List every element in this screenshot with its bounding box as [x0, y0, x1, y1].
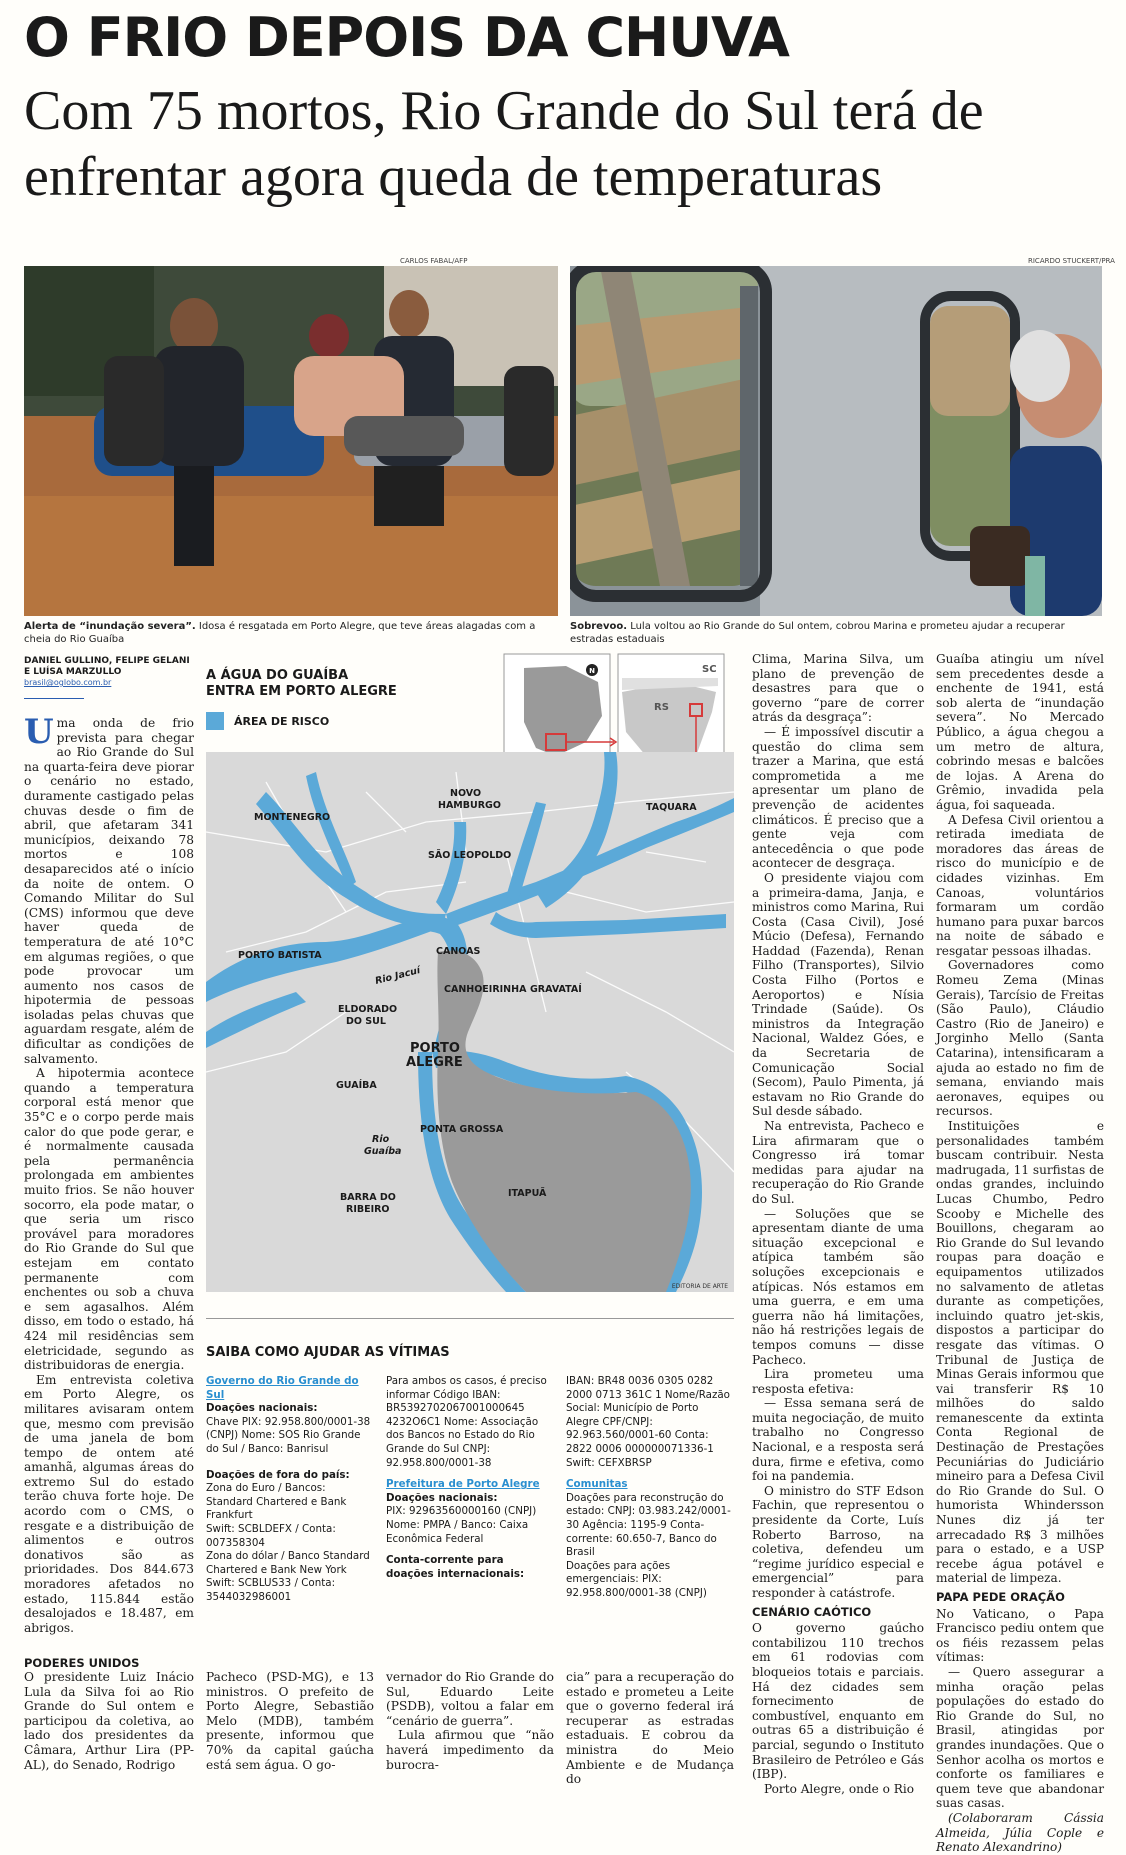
- bottom-col-4: [566, 1670, 734, 1787]
- col6-credit: (Colaboraram Cássia Almeida, Júlia Cople e Renato Alexandrino): [936, 1810, 1104, 1855]
- bottom-col1-text: O presidente Luiz Inácio Lula da Silva foi ao Rio Grande do Sul ontem e participou da coletiva, ao lado dos presidentes da Câmara, Arthur Lira (PP-AL), do Senado, Rodrigo: [24, 1670, 194, 1772]
- help-box-divider: [206, 1318, 734, 1319]
- col5-p10: Porto Alegre, onde o Rio: [764, 1781, 915, 1796]
- col5-p2: — É impossível discutir a questão do clima sem trazer a Marina, que está comprometida a me apresentar um plano de prevenção de acidentes climáticos. É preciso que a gente veja com antecedência o que pode acontecer de desgraça.: [752, 724, 924, 871]
- bottom-col4-text: cia” para a recuperação do estado e prometeu a Leite que o governo federal irá recuperar as estradas estaduais. E cobrou da ministra do Meio Ambiente e de Mudança do: [566, 1670, 734, 1787]
- label-ponta-grossa: PONTA GROSSA: [420, 1124, 504, 1135]
- byline-authors-1: DANIEL GULLINO, FELIPE GELANI: [24, 656, 190, 666]
- help-col-1: [206, 1375, 374, 1605]
- photo-left-caption-text: Idosa é resgatada em Porto Alegre, que teve áreas alagadas com a cheia do Rio Guaíba: [24, 621, 536, 645]
- bottom-col-1: [24, 1670, 194, 1772]
- article-col-6: [936, 652, 1104, 1855]
- help-c1-f: Zona do dólar / Banco Standard Chartered e Bank New York: [206, 1550, 370, 1576]
- article-col-1: [24, 712, 194, 1635]
- col5-p8: O ministro do STF Edson Fachin, que representou o presidente da Corte, Luís Roberto Barroso, na coletiva, defendeu um “regime jurídico especial e emergencial” para responder à catástrofe.: [752, 1483, 924, 1600]
- label-barra-do-ribeiro: BARRA DO RIBEIRO: [340, 1192, 396, 1215]
- label-taquara: TAQUARA: [646, 802, 697, 813]
- map-credit: EDITORIA DE ARTE: [671, 1283, 728, 1290]
- bottom-col-2: [206, 1670, 374, 1772]
- col5-p7: — Essa semana será de muita negociação, de muito trabalho no Congresso Nacional, e a resposta será dura, firme e efetiva, como foi na pandemia.: [752, 1396, 924, 1484]
- inset-brazil: [504, 654, 610, 760]
- help-col-2: [386, 1375, 554, 1581]
- photo-left-caption: [24, 620, 564, 646]
- inset-rs-label: RS: [654, 702, 669, 713]
- help-c1-e: Swift: SCBLDEFX / Conta: 007358304: [206, 1522, 336, 1549]
- col6-p1: Guaíba atingiu um nível sem precedentes desde a enchente de 1941, está sob alerta de “inundação severa”. No Mercado Público, a água chegou a um metro de altura, cobrindo mesas e balcões de lojas. A Arena do Grêmio, invadida pela água, foi saqueada.: [936, 652, 1104, 812]
- help-c2-d: Conta-corrente para doações internacionais:: [386, 1554, 525, 1580]
- bottom-col-3: [386, 1670, 554, 1772]
- byline-authors-2: E LUÍSA MARZULLO: [24, 667, 122, 677]
- col5-p1: Clima, Marina Silva, um plano de prevenção de desastres para que o governo “pare de correr atrás da desgraça”:: [752, 652, 924, 725]
- help-c1-c: Doações de fora do país:: [206, 1468, 350, 1481]
- photo-left-caption-bold: Alerta de “inundação severa”.: [24, 621, 196, 632]
- help-c2-b: Doações nacionais:: [386, 1491, 498, 1504]
- map-title-1: A ÁGUA DO GUAÍBA: [206, 668, 349, 683]
- label-novo-hamburgo: NOVO HAMBURGO: [438, 788, 501, 811]
- label-porto-batista: PORTO BATISTA: [238, 950, 322, 961]
- col5-p5: — Soluções que se apresentam diante de uma situação excepcional e atípica também são soluções excepcionais e atípicas. Nós estamos em uma guerra, e em uma guerra não há limitações, não há restrições legais de tempos comuns — disse Pacheco.: [752, 1206, 924, 1367]
- photo-helicopter: [570, 266, 1102, 616]
- label-gravatai: GRAVATAÍ: [530, 984, 582, 995]
- col6-p4: Instituições e personalidades também buscam contribuir. Nesta madrugada, 11 surfistas de ondas grandes, incluindo Lucas Chumbo, Pedro Scooby e Michelle des Bouillons, chegaram ao Rio Grande do Sul levando roupas para doação e equipamentos utilizados no salvamento de atletas durante as competições, incluindo quatro jet-skis, dispostos a participar do resgate das vítimas. O Tribunal de Justiça de Minas Gerais informou que vai transferir R$ 10 milhões do saldo remanescente da extinta Conta Regional de Destinação de Prestações Pecuniárias do Judiciário mineiro para a Defesa Civil do Rio Grande do Sul. O humorista Whindersson Nunes diz já ter arrecadado R$ 3 milhões para o estado, e a USP recebe água potável e material de limpeza.: [936, 1119, 1104, 1586]
- bottom-col3-p1: vernador do Rio Grande do Sul, Eduardo Leite (PSDB), voltou a falar em “cenário de guerra”.: [386, 1670, 554, 1728]
- col1-p2: A hipotermia acontece quando a temperatura corporal está menor que 35°C e o corpo perde mais calor do que pode gerar, e é normalmente causada pela permanência prolongada em ambientes muito frios. Se não houver socorro, ela pode matar, o que seria um risco provável para moradores do Rio Grande do Sul que estejam em contato permanente com enchentes ou sob a chuva e sem agasalhos. Além disso, em todo o estado, há 424 mil residências sem eletricidade, segundo as distribuidoras de energia.: [24, 1066, 194, 1373]
- help-c1-g: Swift: SCBLUS33 / Conta: 3544032986001: [206, 1577, 336, 1603]
- col1-p3: Em entrevista coletiva em Porto Alegre, os militares avisaram ontem que, mesmo com previsão de uma janela de bom tempo de ontem até amanhã, algumas áreas do extremo Sul do estado terão chuva forte hoje. De acordo com o CMS, o resgate e a distribuição de alimentos e outros donativos são as prioridades. Dos 844.673 moradores afetados no estado, 115.844 estão desalojados e 18.487, em abrigos.: [24, 1372, 194, 1635]
- dropcap: U: [24, 712, 54, 752]
- byline-email[interactable]: brasil@oglobo.com.br: [24, 678, 112, 687]
- col6-p6: — Quero assegurar a minha oração pelas populações do estado do Rio Grande do Sul, no Brasil, atingidas por grandes inundações. Que o Senhor acolha os mortos e conforte os familiares e quem teve que abandonar suas casas.: [936, 1664, 1104, 1811]
- help-c3-b: Doações para reconstrução do estado: CNPJ: 03.983.242/0001-30 Agência: 1195-9 Conta-corrente: 60.650-7, Banco do Brasil: [566, 1491, 731, 1559]
- bottom-col3-p2: Lula afirmou que “não haverá impedimento da burocra-: [386, 1728, 554, 1772]
- col5-p3: O presidente viajou com a primeira-dama, Janja, e ministros como Marina, Rui Costa (Casa Civil), José Múcio (Defesa), Fernando Haddad (Fazenda), Renan Filho (Transportes), Silvio Costa Filho (Portos e Aeroportos) e Nísia Trindade (Saúde). Os ministros da Integração Nacional, Waldez Góes, e da Secretaria de Comunicação Social (Secom), Paulo Pimenta, já estavam no Rio Grande do Sul desde sábado.: [752, 870, 924, 1119]
- help-col-3: [566, 1375, 734, 1601]
- map-graphic: [206, 652, 734, 1292]
- map-title-2: ENTRA EM PORTO ALEGRE: [206, 684, 397, 699]
- help-c1-a: Doações nacionais:: [206, 1402, 318, 1415]
- help-org-comunitas[interactable]: Comunitas: [566, 1478, 628, 1491]
- photo-right-caption: [570, 620, 1110, 646]
- byline: [24, 656, 194, 687]
- bottom-col2-text: Pacheco (PSD-MG), e 13 ministros. O prefeito de Porto Alegre, Sebastião Melo (MDB), também presente, informou que 70% da capital gaúcha está sem água. O go-: [206, 1670, 374, 1772]
- photo-right-caption-text: Lula voltou ao Rio Grande do Sul ontem, cobrou Marina e prometeu ajudar a recuperar estradas estaduais: [570, 621, 1065, 645]
- col5-p4: Na entrevista, Pacheco e Lira afirmaram que o Congresso irá tomar medidas para ajudar na recuperação do Rio Grande do Sul.: [752, 1119, 924, 1206]
- label-rio-jacui: Rio Jacuí: [374, 965, 422, 987]
- help-c1-b: Chave PIX: 92.958.800/0001-38 (CNPJ) Nome: SOS Rio Grande do Sul / Banco: Banrisul: [206, 1415, 371, 1455]
- help-org-governo[interactable]: Governo do Rio Grande do Sul: [206, 1375, 359, 1401]
- help-c2-a: Para ambos os casos, é preciso informar Código IBAN: BR5392702067001000645 4232O6C1 Nome: Associação dos Bancos no Estado do Rio Grande do Sul CNPJ: 92.958.800/0001-38: [386, 1375, 547, 1469]
- label-cachoeirinha: CANHOEIRINHA: [444, 984, 527, 995]
- col5-p6: Lira prometeu uma resposta efetiva:: [752, 1367, 924, 1396]
- headline: Com 75 mortos, Rio Grande do Sul terá de enfrentar agora queda de temperaturas: [24, 80, 984, 208]
- label-rio-guaiba: Rio Guaíba: [364, 1134, 402, 1157]
- label-eldorado-do-sul: ELDORADO DO SUL: [338, 1004, 398, 1027]
- photo-left-credit: CARLOS FABAL/AFP: [400, 257, 468, 265]
- kicker: O FRIO DEPOIS DA CHUVA: [24, 6, 789, 69]
- photo-right-caption-bold: Sobrevoo.: [570, 621, 628, 632]
- help-c2-c: PIX: 92963560000160 (CNPJ) Nome: PMPA / Banco: Caixa Econômica Federal: [386, 1505, 537, 1545]
- byline-divider: [24, 698, 84, 699]
- col6-p3: Governadores como Romeu Zema (Minas Gerais), Tarcísio de Freitas (São Paulo), Cláudio Castro (Rio de Janeiro) e Jorginho Mello (Santa Catarina), intensificaram a ajuda ao estado no fim de semana, enviando mais aeronaves, equipes ou recursos.: [936, 958, 1104, 1119]
- article-col-5: [752, 652, 924, 1796]
- help-c1-d: Zona do Euro / Bancos: Standard Chartered e Bank Frankfurt: [206, 1482, 347, 1522]
- sub-cenario-caotico: CENÁRIO CAÓTICO: [752, 1604, 872, 1619]
- help-c3-a: IBAN: BR48 0036 0305 0282 2000 0713 361C 1 Nome/Razão Social: Município de Porto Alegre CPF/CNPJ: 92.963.560/0001-60 Conta: 2822 0006 000000071336-1 Swift: CEFXBRSP: [566, 1375, 730, 1469]
- help-c3-c: Doações para ações emergenciais: PIX: 92.958.800/0001-38 (CNPJ): [566, 1559, 707, 1599]
- col1-p1: ma onda de frio prevista para chegar ao Rio Grande do Sul na quarta-feira deve piorar o cenário no estado, duramente castigado pelas chuvas desde o fim de abril, que afetaram 341 municípios, deixando 78 mortos e 108 desaparecidos até o início da noite de ontem. O Comando Militar do Sul (CMS) informou que deve haver queda de temperatura de até 10°C em algumas regiões, o que pode provocar um aumento nos casos de hipotermia de pessoas isoladas pelas chuvas que aguardam resgate, além de dificultar as condições de salvamento.: [24, 716, 194, 1066]
- label-montenegro: MONTENEGRO: [254, 812, 331, 823]
- inset-sc-label: SC: [702, 664, 717, 675]
- map-svg: [206, 652, 734, 1292]
- legend-label: ÁREA DE RISCO: [234, 715, 330, 728]
- photo-right-credit: RICARDO STUCKERT/PRA: [1028, 257, 1115, 265]
- label-guaiba: GUAÍBA: [336, 1080, 377, 1091]
- north-arrow: N: [589, 667, 595, 675]
- label-sao-leopoldo: SÃO LEOPOLDO: [428, 850, 512, 861]
- inset-rs: [618, 654, 724, 760]
- sub-papa-pede-oracao: PAPA PEDE ORAÇÃO: [936, 1590, 1065, 1604]
- help-org-prefeitura[interactable]: Prefeitura de Porto Alegre: [386, 1478, 540, 1491]
- sub-poderes-unidos: PODERES UNIDOS: [24, 1656, 140, 1670]
- label-porto-alegre: PORTO ALEGRE: [406, 1041, 463, 1070]
- label-canoas: CANOAS: [436, 946, 481, 957]
- label-itapua: ITAPUÃ: [508, 1188, 547, 1199]
- help-title: SAIBA COMO AJUDAR AS VÍTIMAS: [206, 1345, 450, 1360]
- col6-p2: A Defesa Civil orientou a retirada imediata de moradores das áreas de risco do município e de cidades vizinhas. Em Canoas, voluntários formaram um cordão humano para puxar barcos na noite de sábado e resgatar pessoas ilhadas.: [936, 812, 1104, 958]
- col6-p5: No Vaticano, o Papa Francisco pediu ontem que os fiéis rezassem pelas vítimas:: [936, 1606, 1104, 1665]
- col5-p9: O governo gaúcho contabilizou 110 trechos em 61 rodovias com bloqueios totais e parciais. Há dez cidades sem fornecimento de combustível, enquanto em outras 65 a distribuição é parcial, segundo o Instituto Brasileiro de Petróleo e Gás (IBP).: [752, 1621, 924, 1782]
- photo-rescue: [24, 266, 558, 616]
